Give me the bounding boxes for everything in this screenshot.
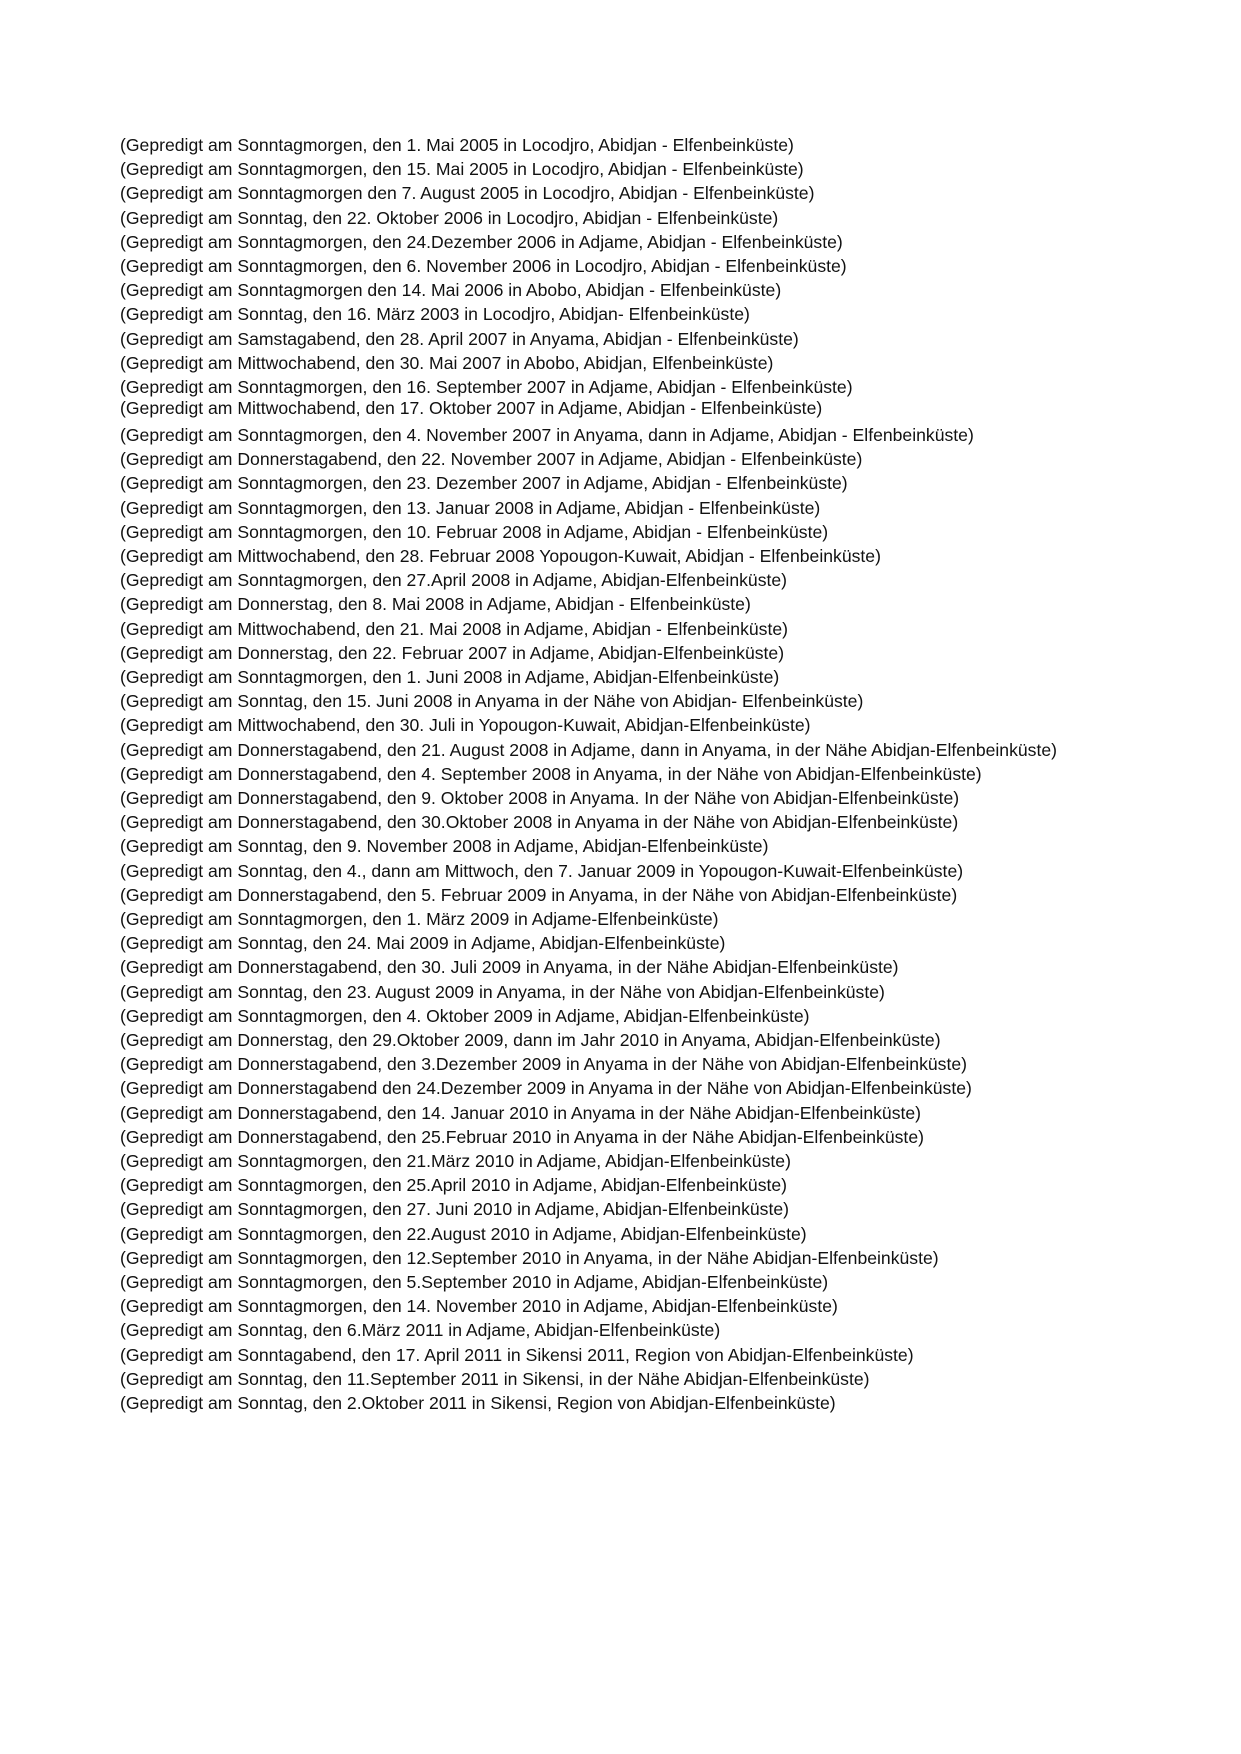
document-line: (Gepredigt am Mittwochabend, den 21. Mai 2008 in Adjame, Abidjan - Elfenbeinküste): [120, 618, 788, 639]
document-line: (Gepredigt am Sonntag, den 4., dann am Mittwoch, den 7. Januar 2009 in Yopougon-Kuwait-Elfenbeinküste): [120, 860, 964, 881]
document-line: (Gepredigt am Donnerstagabend den 24.Dezember 2009 in Anyama in der Nähe von Abidjan-Elfenbeinküste): [120, 1078, 972, 1099]
document-line: (Gepredigt am Mittwochabend, den 28. Februar 2008 Yopougon-Kuwait, Abidjan - Elfenbeinküste): [120, 546, 881, 566]
document-line: (Gepredigt am Donnerstagabend, den 30.Oktober 2008 in Anyama in der Nähe von Abidjan-Elfenbeinküste): [120, 812, 959, 833]
document-line: (Gepredigt am Mittwochabend, den 30. Juli in Yopougon-Kuwait, Abidjan-Elfenbeinküste): [120, 715, 811, 736]
document-line: (Gepredigt am Sonntagmorgen, den 14. November 2010 in Adjame, Abidjan-Elfenbeinküste): [120, 1296, 838, 1317]
document-line: (Gepredigt am Sonntag, den 9. November 2008 in Adjame, Abidjan-Elfenbeinküste): [120, 836, 769, 857]
document-line: (Gepredigt am Sonntagmorgen, den 16. September 2007 in Adjame, Abidjan - Elfenbeinküste): [120, 377, 853, 397]
document-line: (Gepredigt am Sonntagmorgen, den 10. Februar 2008 in Adjame, Abidjan - Elfenbeinküste): [120, 521, 829, 542]
document-line: (Gepredigt am Sonntagmorgen, den 27. Juni 2010 in Adjame, Abidjan-Elfenbeinküste): [120, 1199, 789, 1220]
document-line: (Gepredigt am Sonntag, den 23. August 2009 in Anyama, in der Nähe von Abidjan-Elfenbeinküste): [120, 981, 885, 1002]
document-line: (Gepredigt am Sonntagmorgen, den 1. Mai 2005 in Locodjro, Abidjan - Elfenbeinküste): [120, 135, 794, 155]
document-line: (Gepredigt am Donnerstagabend, den 14. Januar 2010 in Anyama in der Nähe Abidjan-Elfenbeinküste): [120, 1102, 922, 1123]
document-line: (Gepredigt am Sonntag, den 6.März 2011 in Adjame, Abidjan-Elfenbeinküste): [120, 1320, 721, 1341]
document-line: (Gepredigt am Sonntagmorgen, den 25.April 2010 in Adjame, Abidjan-Elfenbeinküste): [120, 1175, 788, 1196]
document-line: (Gepredigt am Donnerstagabend, den 30. Juli 2009 in Anyama, in der Nähe Abidjan-Elfenbeinküste): [120, 957, 899, 978]
document-line: (Gepredigt am Donnerstagabend, den 3.Dezember 2009 in Anyama in der Nähe von Abidjan-Elfenbeinküste): [120, 1054, 967, 1075]
document-line: (Gepredigt am Sonntagmorgen den 7. August 2005 in Locodjro, Abidjan - Elfenbeinküste): [120, 183, 815, 204]
document-line: (Gepredigt am Sonntagmorgen, den 13. Januar 2008 in Adjame, Abidjan - Elfenbeinküste): [120, 497, 821, 518]
document-line: (Gepredigt am Donnerstag, den 29.Oktober 2009, dann im Jahr 2010 in Anyama, Abidjan-Elfenbeinküste): [120, 1030, 941, 1050]
document-line: (Gepredigt am Sonntagmorgen, den 4. Oktober 2009 in Adjame, Abidjan-Elfenbeinküste): [120, 1005, 810, 1026]
document-line: (Gepredigt am Donnerstagabend, den 9. Oktober 2008 in Anyama. In der Nähe von Abidjan-Elfenbeinküste): [120, 788, 960, 808]
document-line: (Gepredigt am Sonntagmorgen, den 1. März 2009 in Adjame-Elfenbeinküste): [120, 909, 719, 929]
document-line: (Gepredigt am Sonntag, den 16. März 2003 in Locodjro, Abidjan- Elfenbeinküste): [120, 304, 750, 325]
document-line: (Gepredigt am Sonntag, den 15. Juni 2008 in Anyama in der Nähe von Abidjan- Elfenbeinküste): [120, 691, 864, 712]
document-line: (Gepredigt am Mittwochabend, den 30. Mai 2007 in Abobo, Abidjan, Elfenbeinküste): [120, 352, 774, 373]
document-line: (Gepredigt am Sonntagmorgen, den 6. November 2006 in Locodjro, Abidjan - Elfenbeinküste): [120, 256, 847, 276]
document-line: (Gepredigt am Sonntagmorgen, den 12.September 2010 in Anyama, in der Nähe Abidjan-Elfenbeinküste): [120, 1247, 939, 1268]
document-line: (Gepredigt am Sonntagmorgen den 14. Mai 2006 in Abobo, Abidjan - Elfenbeinküste): [120, 280, 782, 301]
document-line: (Gepredigt am Donnerstag, den 8. Mai 2008 in Adjame, Abidjan - Elfenbeinküste): [120, 594, 751, 615]
document-line: (Gepredigt am Sonntag, den 22. Oktober 2006 in Locodjro, Abidjan - Elfenbeinküste): [120, 207, 779, 228]
document-line: (Gepredigt am Donnerstagabend, den 21. August 2008 in Adjame, dann in Anyama, in der Nähe Abidjan-Elfenbeinküste): [120, 739, 1058, 760]
document-line: (Gepredigt am Sonntagmorgen, den 4. November 2007 in Anyama, dann in Adjame, Abidjan - Elfenbeinküste): [120, 425, 974, 445]
document-line: (Gepredigt am Sonntagabend, den 17. April 2011 in Sikensi 2011, Region von Abidjan-Elfenbeinküste): [120, 1344, 914, 1365]
document-line: (Gepredigt am Mittwochabend, den 17. Oktober 2007 in Adjame, Abidjan - Elfenbeinküste): [120, 398, 823, 418]
document-line: (Gepredigt am Sonntagmorgen, den 21.März 2010 in Adjame, Abidjan-Elfenbeinküste): [120, 1151, 791, 1171]
document-line: (Gepredigt am Sonntagmorgen, den 24.Dezember 2006 in Adjame, Abidjan - Elfenbeinküste): [120, 231, 843, 252]
document-line: (Gepredigt am Sonntagmorgen, den 23. Dezember 2007 in Adjame, Abidjan - Elfenbeinküste): [120, 473, 848, 494]
document-line: (Gepredigt am Donnerstagabend, den 25.Februar 2010 in Anyama in der Nähe Abidjan-Elfenbeinküste): [120, 1126, 924, 1147]
document-line: (Gepredigt am Sonntagmorgen, den 22.August 2010 in Adjame, Abidjan-Elfenbeinküste): [120, 1223, 807, 1244]
document-line: (Gepredigt am Donnerstagabend, den 4. September 2008 in Anyama, in der Nähe von Abidjan-Elfenbeinküste): [120, 763, 982, 784]
document-line: (Gepredigt am Sonntagmorgen, den 27.April 2008 in Adjame, Abidjan-Elfenbeinküste): [120, 570, 788, 591]
document-line: (Gepredigt am Sonntagmorgen, den 15. Mai 2005 in Locodjro, Abidjan - Elfenbeinküste): [120, 159, 804, 180]
document-line: (Gepredigt am Donnerstagabend, den 5. Februar 2009 in Anyama, in der Nähe von Abidjan-Elfenbeinküste): [120, 884, 958, 905]
document-line: (Gepredigt am Donnerstag, den 22. Februar 2007 in Adjame, Abidjan-Elfenbeinküste): [120, 642, 785, 663]
document-line: (Gepredigt am Donnerstagabend, den 22. November 2007 in Adjame, Abidjan - Elfenbeinküste): [120, 449, 863, 470]
document-line: (Gepredigt am Sonntag, den 2.Oktober 2011 in Sikensi, Region von Abidjan-Elfenbeinküste): [120, 1393, 836, 1413]
document-line: (Gepredigt am Sonntag, den 11.September 2011 in Sikensi, in der Nähe Abidjan-Elfenbeinküste): [120, 1368, 870, 1389]
document-line: (Gepredigt am Sonntagmorgen, den 5.September 2010 in Adjame, Abidjan-Elfenbeinküste): [120, 1272, 829, 1292]
document-line: (Gepredigt am Samstagabend, den 28. April 2007 in Anyama, Abidjan - Elfenbeinküste): [120, 328, 799, 349]
document-line: (Gepredigt am Sonntagmorgen, den 1. Juni 2008 in Adjame, Abidjan-Elfenbeinküste): [120, 667, 780, 687]
document-line: (Gepredigt am Sonntag, den 24. Mai 2009 in Adjame, Abidjan-Elfenbeinküste): [120, 933, 726, 954]
